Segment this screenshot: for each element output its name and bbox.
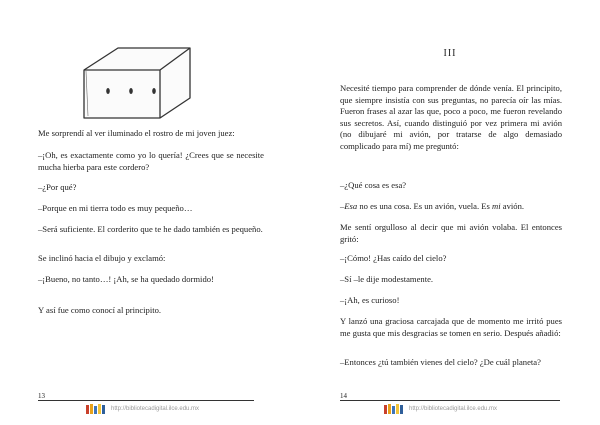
footer-brand: [384, 404, 497, 414]
paragraph: Me sentí orgulloso al decir que mi avión volaba. El entonces gritó:: [340, 222, 562, 244]
paragraph: Necesité tiempo para comprender de dónde venía. El principito, que siempre insistía con sus preguntas, no parecía oír las mías. Fueron frases al azar las que, poco a poco, me fueron revelando sus secretos. Así, cuando distinguió por vez primera mi avión (no dibujaré mi avión, por tratarse de algo demasiado complicado para mí) me preguntó:: [340, 83, 562, 151]
paragraph: –¿Qué cosa es esa?: [340, 180, 407, 190]
paragraph: –¡Bueno, no tanto…! ¡Ah, se ha quedado dormido!: [38, 274, 214, 284]
page-number: 14: [340, 392, 347, 400]
paragraph: Y así fue como conocí al principito.: [38, 305, 162, 315]
paragraph: Me sorprendí al ver iluminado el rostro de mi joven juez:: [38, 128, 235, 138]
paragraph: –Será suficiente. El corderito que te he dado también es pequeño.: [38, 224, 263, 234]
paragraph: –Esa no es una cosa. Es un avión, vuela. Es mi avión.: [340, 201, 525, 211]
footer-rule: [38, 400, 254, 401]
paragraph: Y lanzó una graciosa carcajada que de momento me irritó pues me gusta que mis desgracias se tomen en serio. Después añadió:: [340, 316, 562, 338]
box-drawing-illustration: [78, 40, 194, 122]
paragraph: –¿Por qué?: [38, 182, 77, 192]
paragraph: –¡Ah, es curioso!: [340, 295, 400, 305]
chapter-heading: III: [443, 48, 457, 59]
right-page: [300, 0, 600, 425]
books-logo-icon: [384, 404, 404, 414]
paragraph: –¡Oh, es exactamente como yo lo quería! ¿Crees que se necesite mucha hierba para este cordero?: [38, 150, 264, 172]
footer-rule: [340, 400, 560, 401]
footer-url[interactable]: http://bibliotecadigital.ilce.edu.mx: [409, 406, 498, 412]
paragraph: –¡Cómo! ¿Has caído del cielo?: [340, 253, 447, 263]
paragraph: –Porque en mi tierra todo es muy pequeño…: [38, 203, 193, 213]
books-logo-icon: [86, 404, 106, 414]
paragraph: –Sí –le dije modestamente.: [340, 274, 434, 284]
page-number: 13: [38, 392, 45, 400]
paragraph: –Entonces ¿tú también vienes del cielo? ¿De cuál planeta?: [340, 357, 541, 367]
paragraph: Se inclinó hacia el dibujo y exclamó:: [38, 253, 166, 263]
footer-brand: [86, 404, 199, 414]
footer-url[interactable]: http://bibliotecadigital.ilce.edu.mx: [111, 406, 200, 412]
